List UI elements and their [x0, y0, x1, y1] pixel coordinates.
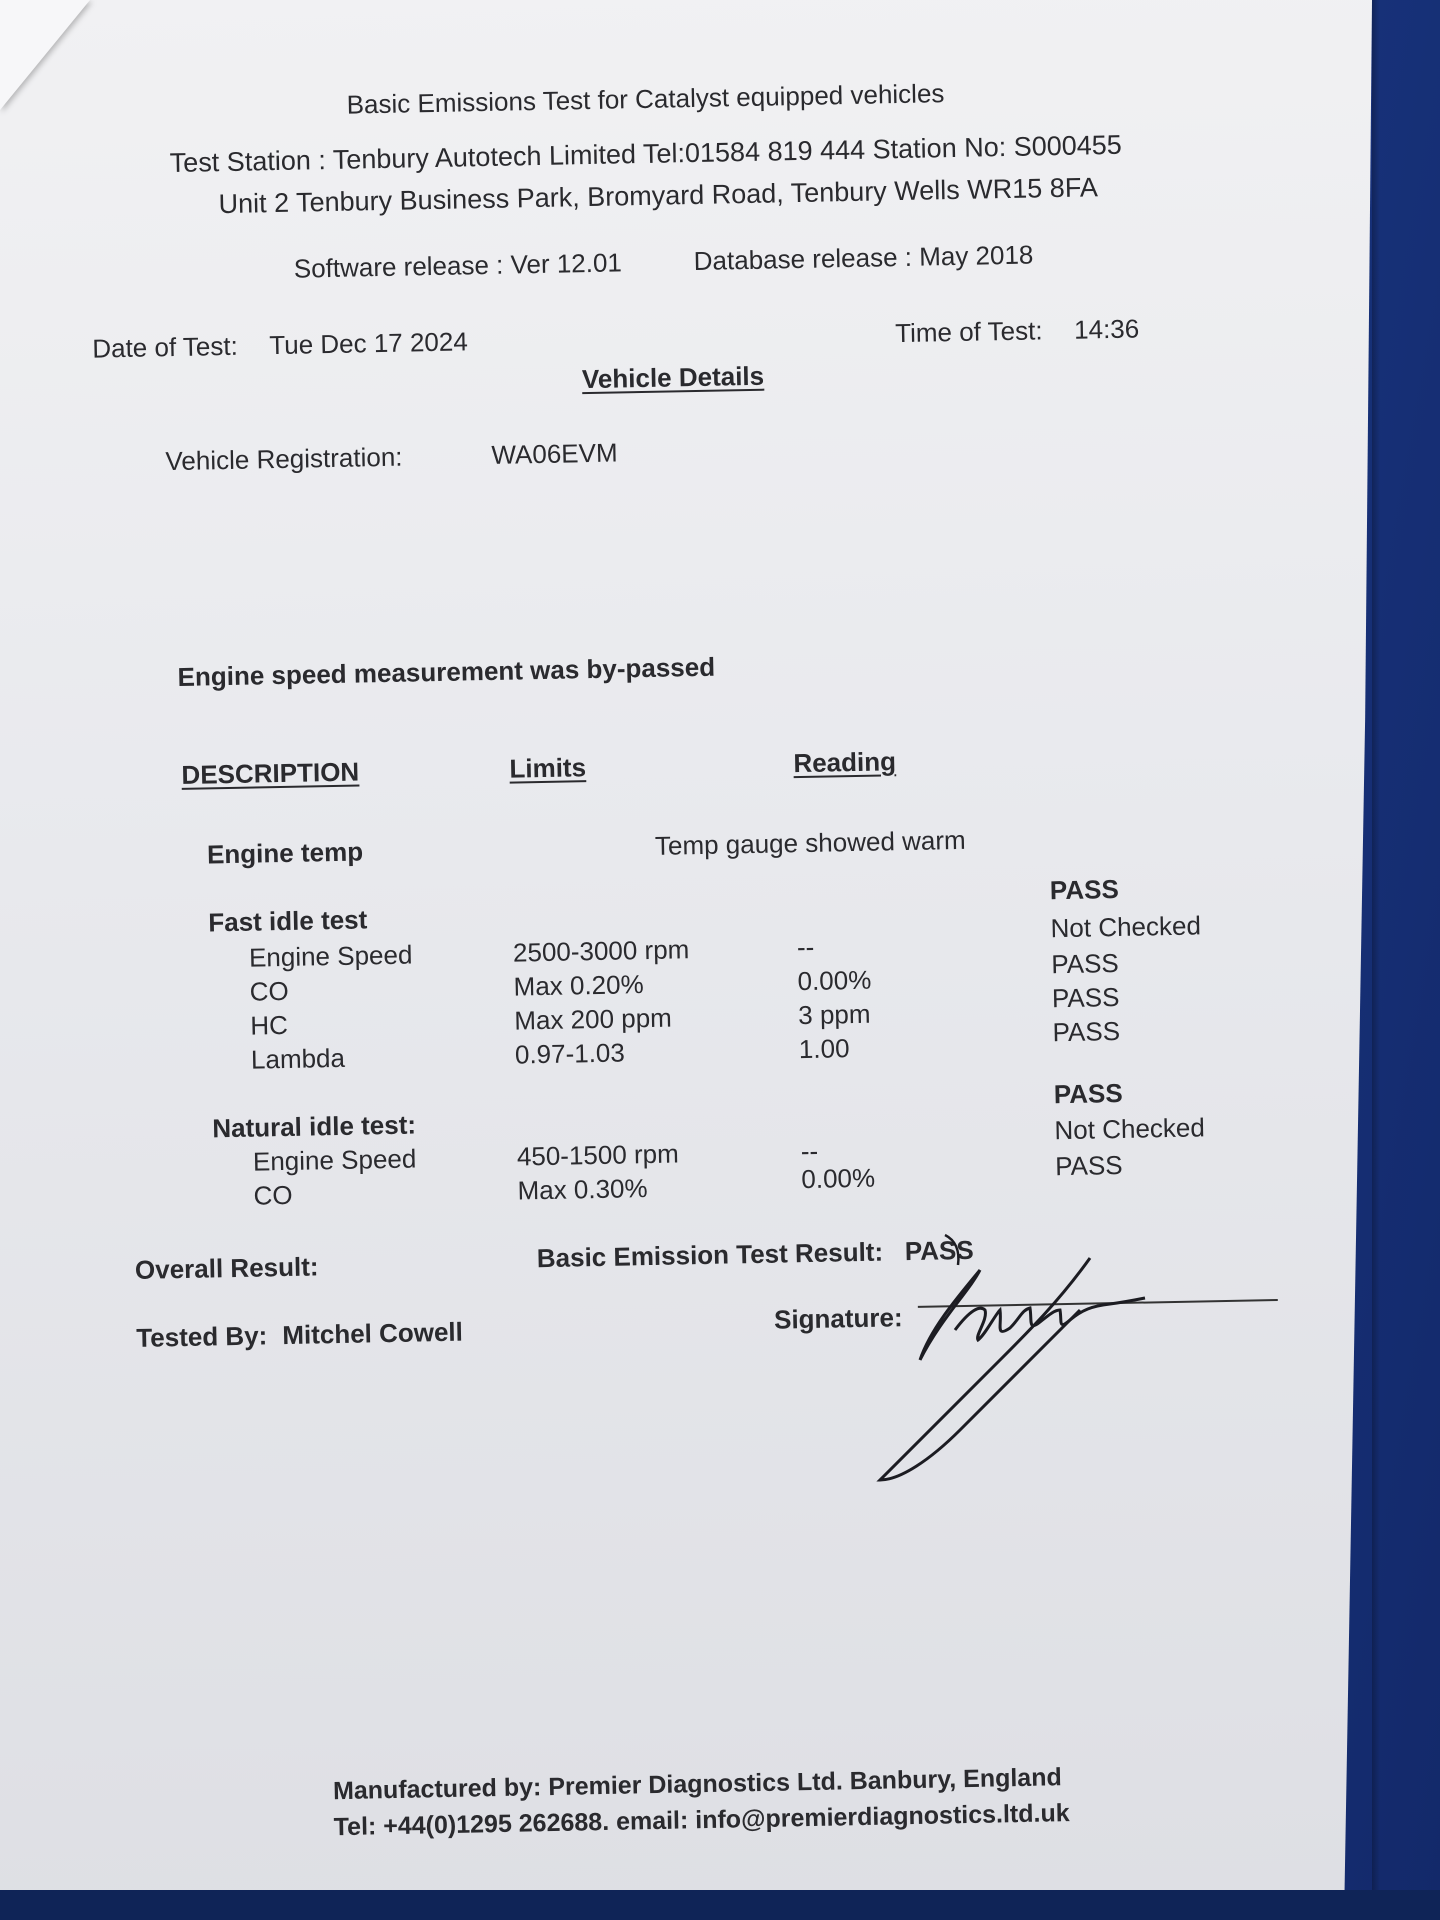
table-cell-name: CO [249, 975, 289, 1007]
tested-by-label: Tested By: [136, 1320, 268, 1353]
basic-emission-result-label: Basic Emission Test Result: [536, 1236, 884, 1274]
handwritten-signature [860, 1210, 1280, 1510]
table-cell-limit: Max 0.30% [517, 1173, 648, 1206]
table-cell-limit: 450-1500 rpm [516, 1138, 680, 1172]
engine-temp-reading: Temp gauge showed warm [654, 824, 966, 861]
table-cell-result: PASS [1052, 1015, 1121, 1048]
table-cell-result: PASS [1054, 1149, 1123, 1182]
test-station-line: Test Station : Tenbury Autotech Limited Tel:01584 819 444 Station No: S000455 [169, 129, 1123, 179]
table-cell-reading: 0.00% [797, 964, 872, 997]
basic-emission-result-value: PASS [904, 1234, 974, 1267]
fast-idle-label: Fast idle test [208, 904, 368, 938]
date-of-test-value: Tue Dec 17 2024 [268, 326, 469, 361]
description-header: DESCRIPTION [181, 756, 360, 790]
software-release: Software release : Ver 12.01 [293, 247, 623, 284]
vehicle-registration-value: WA06EVM [491, 437, 618, 470]
signature-label: Signature: [773, 1302, 903, 1335]
table-cell-reading: 0.00% [801, 1162, 876, 1195]
bypass-note: Engine speed measurement was by-passed [177, 651, 716, 692]
document-title: Basic Emissions Test for Catalyst equipped vehicles [346, 78, 945, 120]
footer-manufacturer: Manufactured by: Premier Diagnostics Ltd. Banbury, England [332, 1763, 1062, 1806]
table-cell-name: Engine Speed [248, 939, 413, 973]
table-cell-name: CO [253, 1179, 293, 1211]
vehicle-details-heading: Vehicle Details [581, 360, 765, 395]
table-cell-reading: -- [796, 931, 815, 963]
time-of-test-value: 14:36 [1073, 313, 1140, 345]
table-cell-result: Not Checked [1054, 1112, 1206, 1146]
engine-temp-label: Engine temp [206, 836, 364, 870]
natural-idle-result: PASS [1053, 1077, 1123, 1110]
table-cell-name: Engine Speed [252, 1143, 417, 1177]
limits-header: Limits [509, 752, 587, 784]
tested-by-value: Mitchel Cowell [281, 1316, 464, 1351]
date-of-test-label: Date of Test: [92, 330, 239, 364]
table-cell-limit: Max 200 ppm [513, 1002, 673, 1036]
table-cell-limit: Max 0.20% [513, 969, 644, 1002]
reading-header: Reading [793, 746, 897, 779]
fast-idle-result: PASS [1049, 873, 1120, 906]
station-address: Unit 2 Tenbury Business Park, Bromyard Road, Tenbury Wells WR15 8FA [218, 172, 1099, 220]
table-cell-name: Lambda [250, 1042, 346, 1075]
table-cell-reading: 3 ppm [797, 998, 871, 1031]
time-of-test-label: Time of Test: [894, 315, 1043, 349]
table-cell-name: HC [250, 1009, 289, 1041]
natural-idle-label: Natural idle test: [212, 1109, 417, 1144]
footer-contact: Tel: +44(0)1295 262688. email: info@premierdiagnostics.ltd.uk [333, 1799, 1070, 1842]
table-cell-result: PASS [1051, 947, 1120, 980]
overall-result-label: Overall Result: [134, 1251, 319, 1285]
database-release: Database release : May 2018 [693, 239, 1034, 276]
table-cell-result: Not Checked [1050, 910, 1202, 944]
table-cell-reading: -- [800, 1135, 819, 1167]
table-cell-reading: 1.00 [798, 1033, 850, 1065]
table-cell-limit: 0.97-1.03 [514, 1037, 626, 1070]
table-cell-result: PASS [1051, 981, 1120, 1014]
vehicle-registration-label: Vehicle Registration: [165, 441, 403, 477]
table-cell-limit: 2500-3000 rpm [512, 934, 690, 968]
